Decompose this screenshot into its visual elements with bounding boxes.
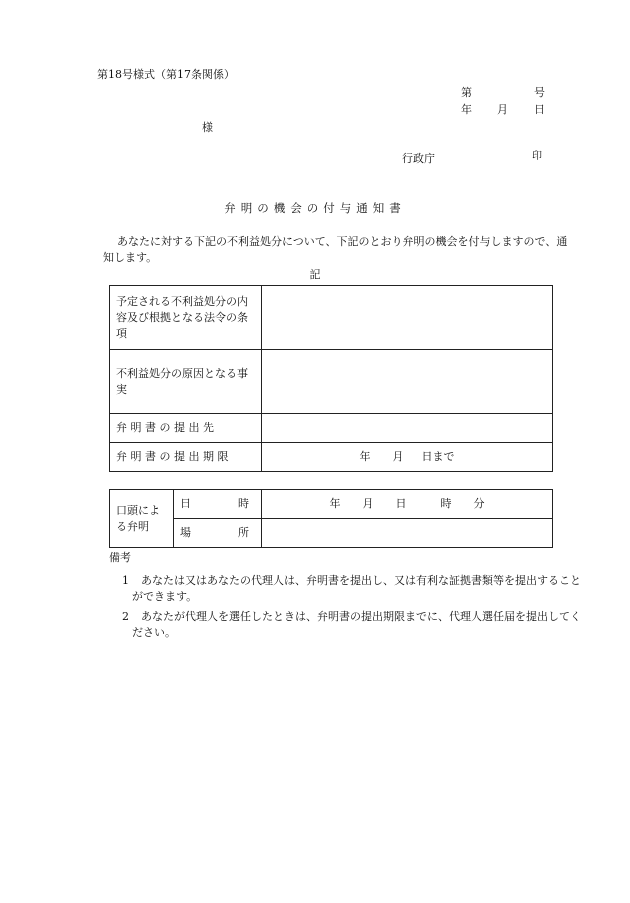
document-number-suffix: 号 [534,86,545,99]
cause-facts-field[interactable] [262,350,553,414]
document-number-label: 第 [461,86,472,99]
deadline-day-suffix: 日まで [421,450,455,463]
disposition-content-label: 予定される不利益処分の内容及び根拠となる法令の条項 [110,286,262,350]
submission-deadline-field[interactable] [262,443,553,472]
table-row [110,286,553,350]
datetime-field[interactable] [262,490,553,519]
deadline-month: 月 [392,450,404,463]
dt-day: 日 [395,497,407,510]
cause-facts-label: 不利益処分の原因となる事実 [110,350,262,414]
submission-destination-field[interactable] [262,414,553,443]
submission-destination-label: 弁 明 書 の 提 出 先 [110,414,262,443]
table-row [110,350,553,414]
place-label-2: 所 [238,526,249,539]
disposition-content-field[interactable] [262,286,553,350]
table-row [110,519,553,548]
remarks-heading: 備考 [109,551,131,564]
form-number: 第18号様式（第17条関係） [97,68,235,81]
remark-number: 2 [122,610,129,623]
dt-year: 年 [329,497,341,510]
date-day-label: 日 [534,103,545,116]
datetime-label-1: 日 [180,497,191,510]
remark-item [122,573,584,605]
document-title: 弁明の機会の付与通知書 [224,201,406,215]
addressee-suffix: 様 [202,121,213,134]
date-month-label: 月 [497,103,508,116]
remark-text: あなたは又はあなたの代理人は、弁明書を提出し、又は有利な証拠書類等を提出することができます。 [132,574,581,603]
oral-explanation-label: 口頭による弁明 [110,490,174,548]
datetime-label [174,490,262,519]
submission-deadline-label: 弁 明 書 の 提 出 期 限 [110,443,262,472]
remark-text: あなたが代理人を選任したときは、弁明書の提出期限までに、代理人選任届を提出してください。 [132,610,581,639]
dt-month: 月 [362,497,374,510]
notice-body: あなたに対する下記の不利益処分について、下記のとおり弁明の機会を付与しますので、通知します。 [103,235,568,264]
place-field[interactable] [262,519,553,548]
table-row [110,414,553,443]
dt-minute: 分 [473,497,485,510]
remark-item [122,609,584,641]
place-label-1: 場 [180,526,191,539]
datetime-label-2: 時 [238,497,249,510]
place-label [174,519,262,548]
remark-number: 1 [122,574,129,587]
table-row [110,443,553,472]
details-table [109,285,553,472]
date-year-label: 年 [461,103,472,116]
issuing-office: 行政庁 [402,152,435,165]
oral-hearing-table [109,489,553,548]
deadline-year: 年 [359,450,371,463]
ki-heading: 記 [309,268,321,281]
table-row [110,490,553,519]
seal-mark: 印 [532,151,542,162]
dt-hour: 時 [440,497,452,510]
